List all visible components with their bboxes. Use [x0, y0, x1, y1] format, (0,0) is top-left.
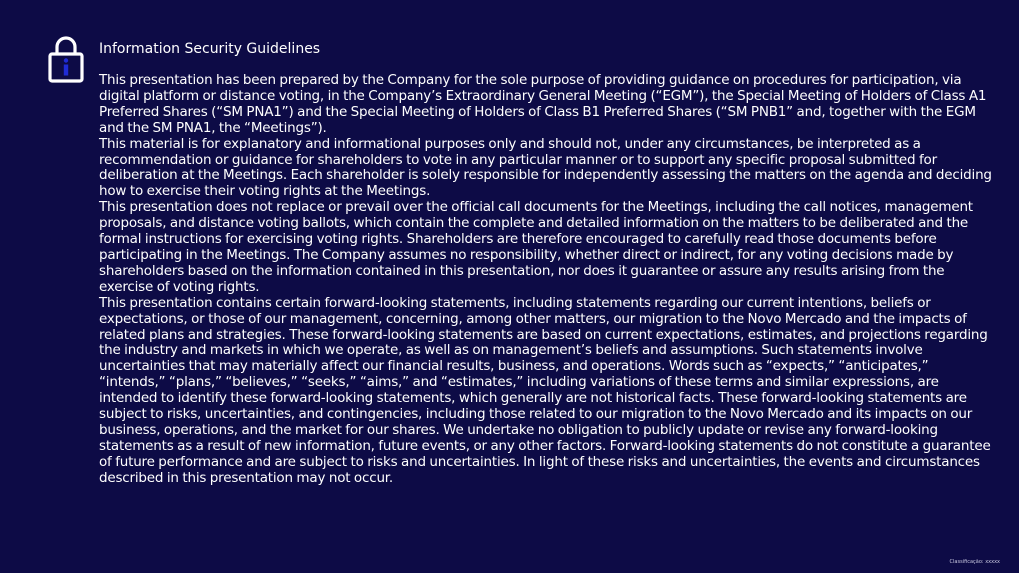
disclaimer-body — [99, 73, 994, 487]
paragraph-purpose: This presentation has been prepared by the Company for the sole purpose of providing guidance on procedures for participation, via digital platform or distance voting, in the Company’s Extraordinary General Meeting (“EGM”), the Special Meeting of Holders of Class A1 Preferred Shares (“SM PNA1”) and the Special Meeting of Holders of Class B1 Preferred Shares (“SM PNB1” and, together with the EGM and the SM PNA1, the “Meetings”). — [99, 72, 987, 136]
slide-title: Information Security Guidelines — [99, 41, 321, 57]
paragraph-official-documents: This presentation does not replace or prevail over the official call documents for the Meetings, including the call notices, management proposals, and distance voting ballots, which contain the complete and detailed information on the matters to be deliberated and the formal instructions for exercising voting rights. Shareholders are therefore encouraged to carefully read those documents before participating in the Meetings. The Company assumes no responsibility, whether direct or indirect, for any voting decisions made by shareholders based on the information contained in this presentation, nor does it guarantee or assure any results arising from the exercise of voting rights. — [99, 199, 973, 295]
classification-label: Classificação: xxxxx — [949, 559, 1000, 565]
lock-info-icon — [48, 35, 84, 83]
paragraph-informational: This material is for explanatory and informational purposes only and should not, under any circumstances, be interpreted as a recommendation or guidance for shareholders to vote in any particular manner or to support any specific proposal submitted for deliberation at the Meetings. Each shareholder is solely responsible for independently assessing the matters on the agenda and deciding how to exercise their voting rights at the Meetings. — [99, 135, 992, 200]
paragraph-forward-looking: This presentation contains certain forward-looking statements, including statements regarding our current intentions, beliefs or expectations, or those of our management, concerning, among other matters, our migration to the Novo Mercado and the impacts of related plans and strategies. These forward-looking statements are based on current expectations, estimates, and projections regarding the industry and markets in which we operate, as well as on management’s beliefs and assumptions. Such statements involve uncertainties that may materially affect our financial results, business, and operations. Words such as “expects,” “anticipates,” “intends,” “plans,” “believes,” “seeks,” “aims,” and “estimates,” including variations of these terms and similar expressions, are intended to identify these forward-looking statements, which generally are not historical facts. These forward-looking statements are subject to risks, uncertainties, and contingencies, including those related to our migration to the Novo Mercado and its impacts on our business, operations, and the market for our shares. We undertake no obligation to publicly update or revise any forward-looking statements as a result of new information, future events, or any other factors. Forward-looking statements do not constitute a guarantee of future performance and are subject to risks and uncertainties. In light of these risks and uncertainties, the events and circumstances described in this presentation may not occur. — [99, 294, 991, 486]
